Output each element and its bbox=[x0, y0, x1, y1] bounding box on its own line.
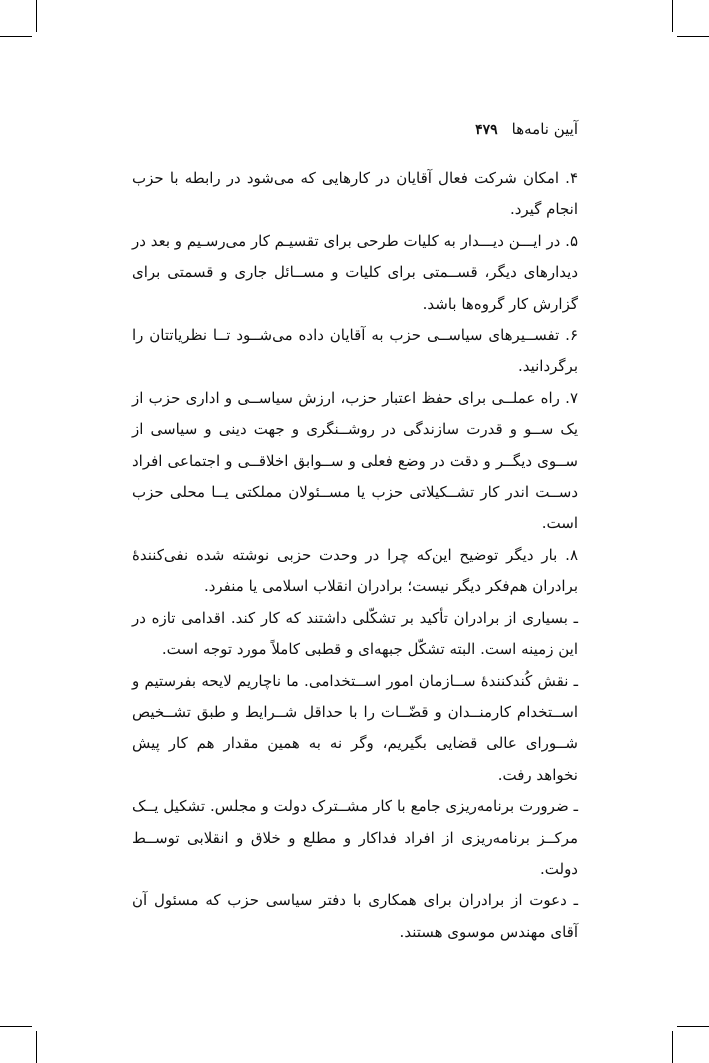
crop-mark-top-right-h bbox=[677, 36, 709, 37]
crop-mark-top-right bbox=[672, 0, 673, 32]
paragraph-dash-4: ـ دعوت از برادران برای همکاری با دفتر سیاسی حزب که مسئول آن آقای مهندس موسوی هستند. bbox=[132, 891, 578, 941]
paragraph-item-4: ۴. امکان شرکت فعال آقایان در کارهایی که می‌شود در رابطه با حزب انجام گیرد. bbox=[132, 169, 578, 219]
page-body bbox=[132, 163, 578, 948]
paragraph-dash-3: ـ ضرورت برنامه‌ریزی جامع با کار مشــترک دولت و مجلس. تشکیل یــک مرکــز برنامه‌ریزی از افراد فداکار و مطلع و خلاق و انقلابی توســط دولت. bbox=[132, 797, 578, 878]
crop-mark-top-left bbox=[36, 0, 37, 32]
crop-mark-bottom-left bbox=[36, 1031, 37, 1063]
paragraph-dash-2: ـ نقش کُندکنندهٔ ســازمان امور اســتخدامی. ما ناچاریم لایحه بفرستیم و اســتخدام کارمنــدان و قضّــات را با حداقل شــرایط و طبق تشــخیص شــورای عالی قضایی بگیریم، وگر نه به همین مقدار هم کار پیش نخواهد رفت. bbox=[132, 671, 578, 784]
book-title: آیین نامه‌ها bbox=[511, 120, 578, 138]
paragraph-item-7: ۷. راه عملــی برای حفظ اعتبار حزب، ارزش سیاســی و اداری حزب از یک ســو و قدرت سازندگی در روشــنگری و جهت دینی و سیاسی از ســوی دیگــر و دقت در وضع فعلی و ســوابق اخلاقــی و اجتماعی افراد دســت اندر کار تشــکیلاتی حزب یا مســئولان مملکتی یــا محلی حزب است. bbox=[132, 388, 578, 533]
crop-mark-bottom-right bbox=[672, 1031, 673, 1063]
paragraph-item-6: ۶. تفســیرهای سیاســی حزب به آقایان داده می‌شــود تــا نظریاتتان را برگردانید. bbox=[132, 326, 578, 376]
crop-mark-bottom-left-h bbox=[0, 1026, 32, 1027]
paragraph-item-5: ۵. در ایـــن دیـــدار به کلیات طرحی برای تقسیـم کار می‌رسـیم و بعد در دیدارهای دیگر، قســمتی برای کلیات و مســائل جاری و قسمتی برای گزارش کار گروه‌ها باشد. bbox=[132, 231, 578, 313]
running-header bbox=[132, 120, 578, 146]
crop-mark-top-left-h bbox=[0, 36, 32, 37]
page-number: ۴۷۹ bbox=[475, 122, 498, 138]
paragraph-dash-1: ـ بسیاری از برادران تأکید بر تشکّلی داشتند که کار کند. اقدامی تازه در این زمینه است. البته تشکّل جبهه‌ای و قطبی کاملاً مورد توجه است. bbox=[132, 608, 578, 659]
paragraph-item-8: ۸. بار دیگر توضیح این‌که چرا در وحدت حزبی نوشته شده نفی‌کنندهٔ برادران هم‌فکر دیگر نیست؛ برادران انقلاب اسلامی یا منفرد. bbox=[132, 545, 578, 596]
crop-mark-bottom-right-h bbox=[677, 1026, 709, 1027]
